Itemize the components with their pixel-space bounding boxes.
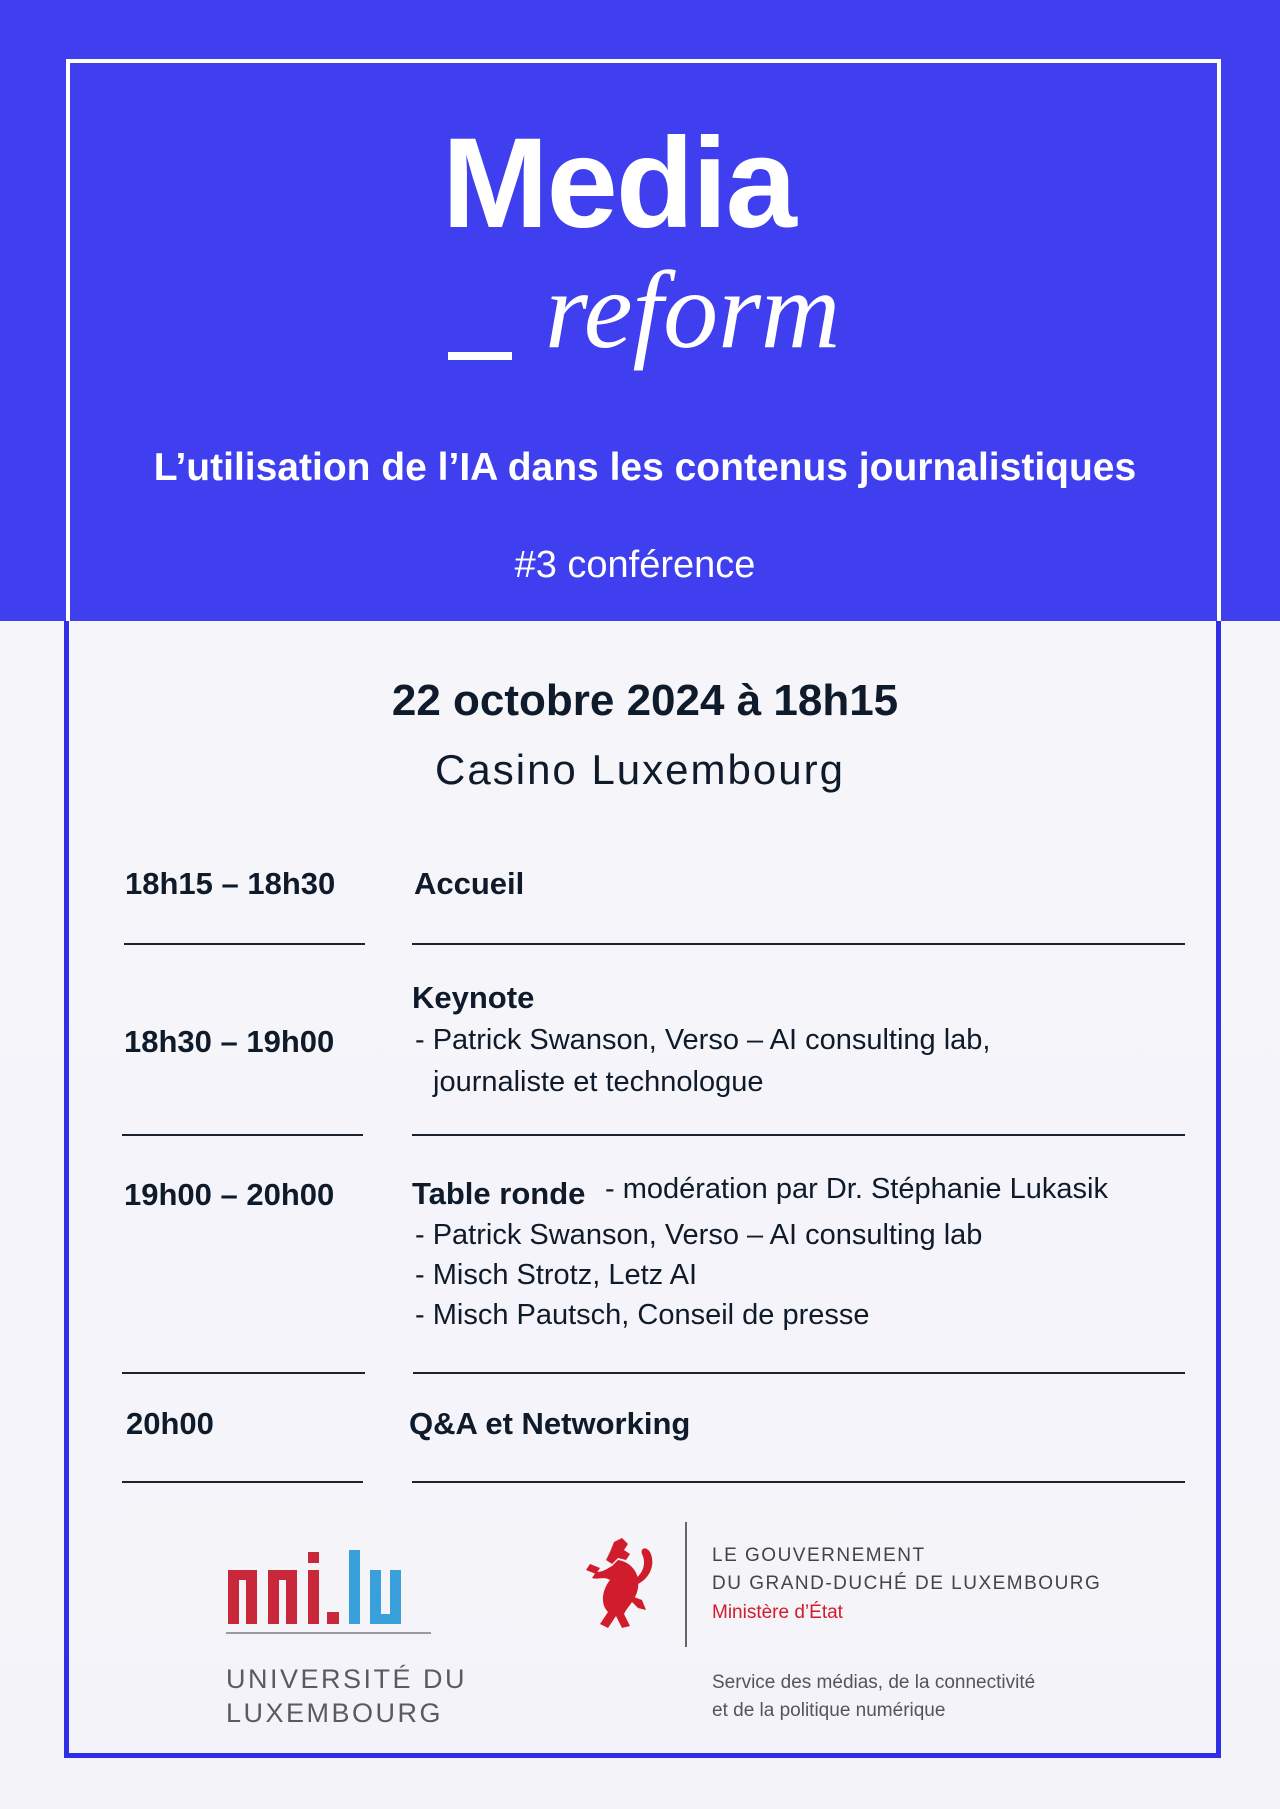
edition-label: #3 conférence [514, 544, 756, 586]
government-name: DU GRAND-DUCHÉ DE LUXEMBOURG [712, 1573, 1102, 1594]
divider [412, 943, 1185, 945]
programme-speaker: - Patrick Swanson, Verso – AI consulting lab [415, 1219, 983, 1251]
programme-speaker: - Patrick Swanson, Verso – AI consulting lab, [415, 1024, 991, 1056]
programme-moderator: - modération par Dr. Stéphanie Lukasik [605, 1173, 1108, 1205]
programme-time: 20h00 [126, 1406, 214, 1441]
divider [413, 1372, 1185, 1374]
programme-speaker: journaliste et technologue [433, 1066, 764, 1098]
divider [122, 1134, 363, 1136]
programme-title: Table ronde [412, 1176, 586, 1211]
logo-reform-word: reform [545, 249, 841, 371]
university-name-line: LUXEMBOURG [226, 1698, 444, 1728]
university-name-line: UNIVERSITÉ DU [226, 1664, 468, 1694]
programme-time: 19h00 – 20h00 [124, 1177, 335, 1212]
programme-title: Q&A et Networking [409, 1406, 691, 1441]
headline: L’utilisation de l’IA dans les contenus journalistiques [153, 446, 1137, 489]
university-name [226, 1662, 467, 1730]
event-venue: Casino Luxembourg [435, 746, 845, 793]
divider [122, 1372, 365, 1374]
programme-time: 18h15 – 18h30 [125, 866, 336, 901]
divider [412, 1481, 1185, 1483]
divider [122, 1481, 363, 1483]
government-divider [685, 1522, 687, 1647]
programme-speaker: - Misch Strotz, Letz AI [415, 1259, 698, 1291]
service-name: Service des médias, de la connectivité [712, 1672, 1036, 1693]
service-name: et de la politique numérique [712, 1700, 946, 1721]
logo-underscore [448, 352, 512, 360]
red-lion-icon [584, 1534, 664, 1634]
government-name: LE GOUVERNEMENT [712, 1545, 926, 1566]
ministry-name: Ministère d’État [712, 1602, 843, 1623]
divider [412, 1134, 1185, 1136]
logo-media-word: Media [442, 112, 795, 255]
programme-title: Accueil [414, 866, 525, 901]
programme-speaker: - Misch Pautsch, Conseil de presse [415, 1299, 870, 1331]
unilu-logo [226, 1548, 431, 1644]
divider [124, 943, 365, 945]
event-date: 22 octobre 2024 à 18h15 [391, 676, 899, 725]
programme-title: Keynote [412, 980, 535, 1015]
programme-time: 18h30 – 19h00 [124, 1024, 335, 1059]
